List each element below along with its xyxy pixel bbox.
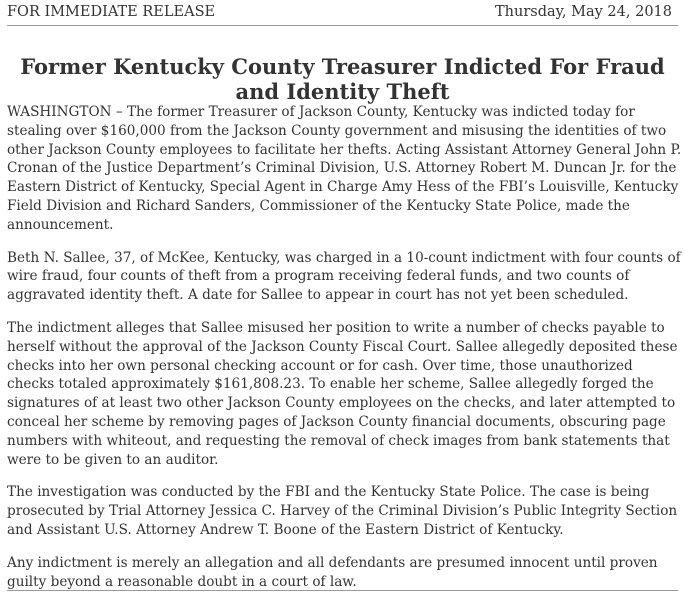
paragraph-disclaimer: Any indictment is merely an allegation and all defendants are presumed innocent until proven guilty beyond a reasonable doubt in a court of law. — [7, 554, 658, 590]
header-divider — [7, 25, 678, 26]
release-header — [0, 0, 685, 28]
release-date: Thursday, May 24, 2018 — [495, 4, 672, 20]
release-label: FOR IMMEDIATE RELEASE — [7, 4, 216, 20]
footer-divider — [7, 590, 678, 591]
paragraph-announcement: WASHINGTON – The former Treasurer of Jackson County, Kentucky was indicted today for stealing over $160,000 from the Jackson County government and misusing the identities of two other Jackson County employees to facilitate her thefts. Acting Assistant Attorney General John P. Cronan of the Justice Department’s Criminal Division, U.S. Attorney Robert M. Duncan Jr. for the Eastern District of Kentucky, Special Agent in Charge Amy Hess of the FBI’s Louisville, Kentucky Field Division and Richard Sanders, Commissioner of the Kentucky State Police, made the announcement. — [7, 104, 682, 233]
paragraph-allegations: The indictment alleges that Sallee misused her position to write a number of checks payable to herself without the approval of the Jackson County Fiscal Court. Sallee allegedly deposited these checks into her own personal checking account or for cash. Over time, those unauthorized checks totaled approximately $161,808.23. To enable her scheme, Sallee allegedly forged the signatures of at least two other Jackson County employees on the checks, and later attempted to conceal her scheme by removing pages of Jackson County financial documents, obscuring page numbers with whiteout, and requesting the removal of check images from bank statements that were to be given to an auditor. — [7, 319, 678, 468]
paragraph-charges: Beth N. Sallee, 37, of McKee, Kentucky, was charged in a 10-count indictment with four counts of wire fraud, four counts of theft from a program receiving federal funds, and two counts of aggravated identity theft. A date for Sallee to appear in court has not yet been scheduled. — [7, 249, 681, 304]
paragraph-investigation: The investigation was conducted by the FBI and the Kentucky State Police. The case is being prosecuted by Trial Attorney Jessica C. Harvey of the Criminal Division’s Public Integrity Section and Assistant U.S. Attorney Andrew T. Boone of the Eastern District of Kentucky. — [7, 484, 678, 538]
page-title: Former Kentucky County Treasurer Indicted For Fraud and Identity Theft — [20, 54, 665, 105]
article-body — [7, 103, 682, 605]
